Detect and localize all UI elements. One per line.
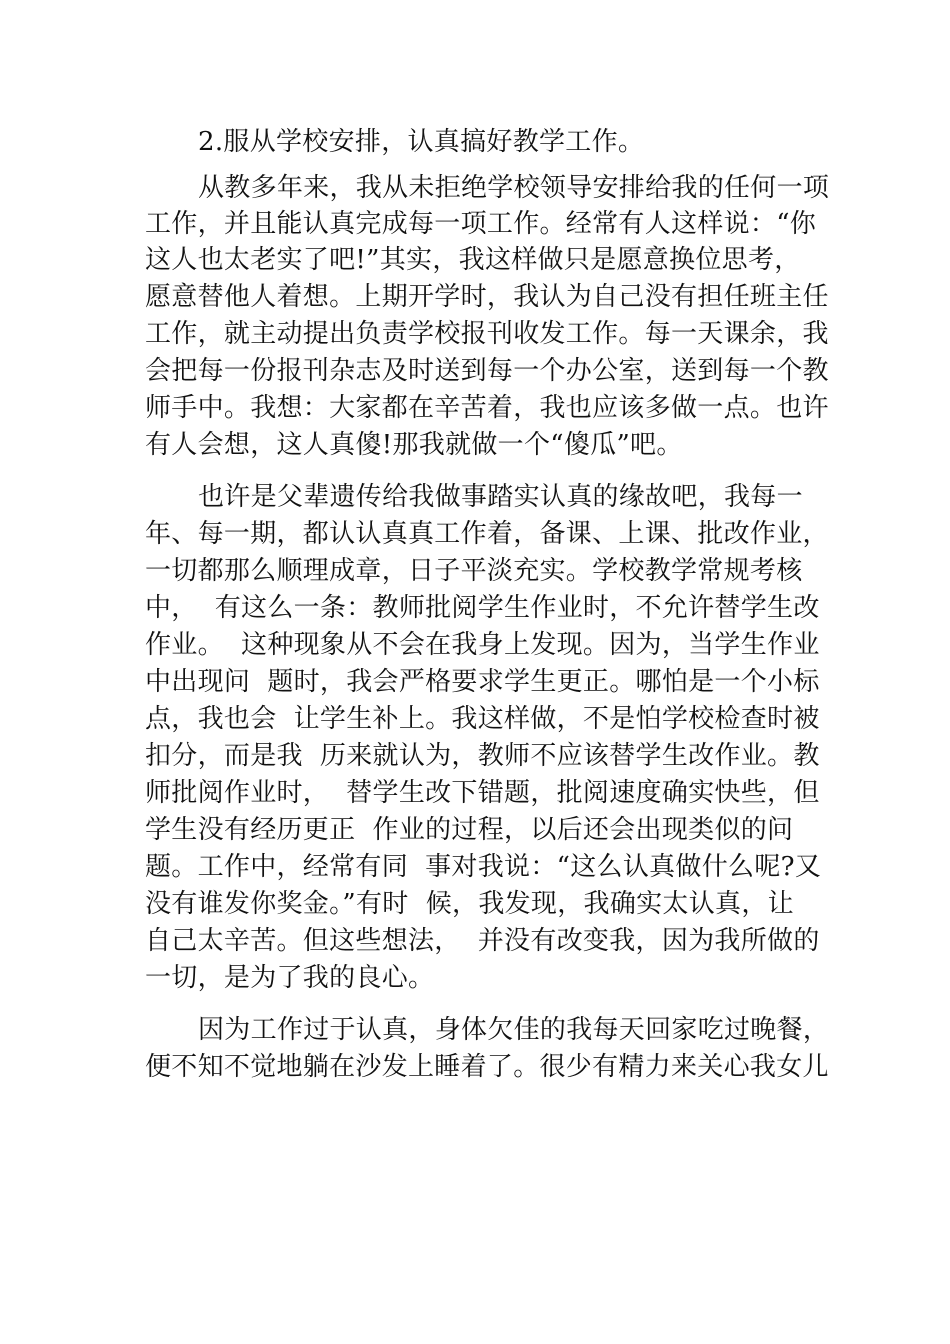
text-line: 因为工作过于认真，身体欠佳的我每天回家吃过晚餐， (198, 1015, 830, 1045)
text-line: 师批阅作业时， 替学生改下错题，批阅速度确实快些，但 (145, 778, 820, 808)
text-line: 作业。 这种现象从不会在我身上发现。因为，当学生作业 (145, 630, 820, 660)
text-line: 工作，并且能认真完成每一项工作。经常有人这样说：“你 (145, 209, 817, 239)
text-line: 中， 有这么一条：教师批阅学生作业时，不允许替学生改 (145, 593, 820, 623)
text-line: 中出现问 题时，我会严格要求学生更正。哪怕是一个小标 (145, 667, 820, 697)
text-line: 这人也太老实了吧!”其实，我这样做只是愿意换位思考， (145, 245, 801, 275)
text-line: 便不知不觉地躺在沙发上睡着了。很少有精力来关心我女儿 (145, 1052, 829, 1082)
text-line: 2.服从学校安排，认真搞好教学工作。 (198, 127, 645, 157)
text-line: 愿意替他人着想。上期开学时，我认为自己没有担任班主任 (145, 282, 829, 312)
text-line: 工作，就主动提出负责学校报刊收发工作。每一天课余，我 (145, 319, 829, 349)
text-line: 也许是父辈遗传给我做事踏实认真的缘故吧，我每一 (198, 482, 803, 512)
text-line: 学生没有经历更正 作业的过程，以后还会出现类似的问 (145, 815, 794, 845)
text-line: 一切都那么顺理成章，日子平淡充实。学校教学常规考核 (145, 556, 803, 586)
text-line: 从教多年来，我从未拒绝学校领导安排给我的任何一项 (198, 173, 830, 203)
text-line: 点，我也会 让学生补上。我这样做，不是怕学校检查时被 (145, 704, 820, 734)
text-line: 年、每一期，都认认真真工作着，备课、上课、批改作业， (145, 519, 829, 549)
text-line: 自己太辛苦。但这些想法， 并没有改变我，因为我所做的 (145, 926, 820, 956)
text-line: 师手中。我想：大家都在辛苦着，我也应该多做一点。也许 (145, 393, 829, 423)
text-line: 会把每一份报刊杂志及时送到每一个办公室，送到每一个教 (145, 356, 829, 386)
text-line: 扣分，而是我 历来就认为，教师不应该替学生改作业。教 (145, 741, 820, 771)
text-line: 没有谁发你奖金。”有时 候，我发现，我确实太认真，让 (145, 889, 794, 919)
text-line: 有人会想，这人真傻!那我就做一个“傻瓜”吧。 (145, 430, 683, 460)
text-line: 一切，是为了我的良心。 (145, 963, 435, 993)
text-line: 题。工作中，经常有同 事对我说：“这么认真做什么呢?又 (145, 852, 822, 882)
